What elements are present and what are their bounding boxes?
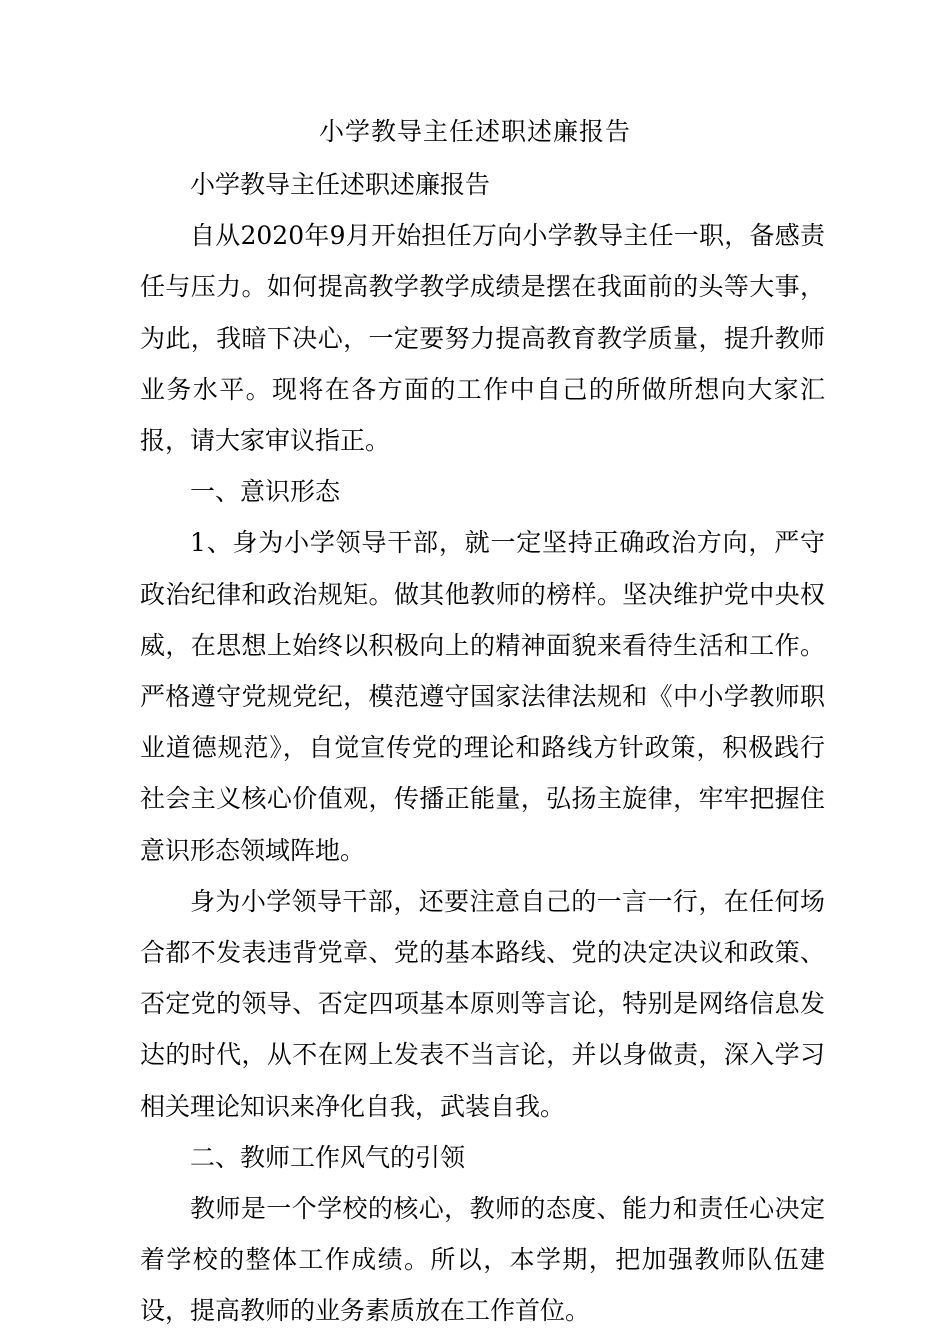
ideology-paragraph-2: 身为小学领导干部，还要注意自己的一言一行，在任何场合都不发表违背党章、党的基本路线、党的决定决议和政策、否定党的领导、否定四项基本原则等言论，特别是网络信息发达的时代，从不在网上发表不当言论，并以身做责，深入学习相关理论知识来净化自我，武装自我。 xyxy=(140,886,825,1121)
section-heading-ideology: 一、意识形态 xyxy=(190,477,341,507)
section-heading-teacher-style: 二、教师工作风气的引领 xyxy=(190,1142,466,1172)
document-body xyxy=(140,159,825,1337)
subtitle-paragraph: 小学教导主任述职述廉报告 xyxy=(190,170,491,199)
document-title: 小学教导主任述职述廉报告 xyxy=(318,117,631,146)
intro-paragraph: 自从2020年9月开始担任万向小学教导主任一职，备感责任与压力。如何提高教学教学成绩是摆在我面前的头等大事，为此，我暗下决心，一定要努力提高教育教学质量，提升教师业务水平。现将在各方面的工作中自己的所做所想向大家汇报，请大家审议指正。 xyxy=(140,221,825,456)
teacher-style-paragraph: 教师是一个学校的核心，教师的态度、能力和责任心决定着学校的整体工作成绩。所以，本学期，把加强教师队伍建设，提高教师的业务素质放在工作首位。 xyxy=(140,1194,825,1326)
ideology-paragraph-1: 1、身为小学领导干部，就一定坚持正确政治方向，严守政治纪律和政治规矩。做其他教师的榜样。坚决维护党中央权威，在思想上始终以积极向上的精神面貌来看待生活和工作。严格遵守党规党纪，模范遵守国家法律法规和《中小学教师职业道德规范》，自觉宣传党的理论和路线方针政策，积极践行社会主义核心价值观，传播正能量，弘扬主旋律，牢牢把握住意识形态领域阵地。 xyxy=(140,528,825,865)
